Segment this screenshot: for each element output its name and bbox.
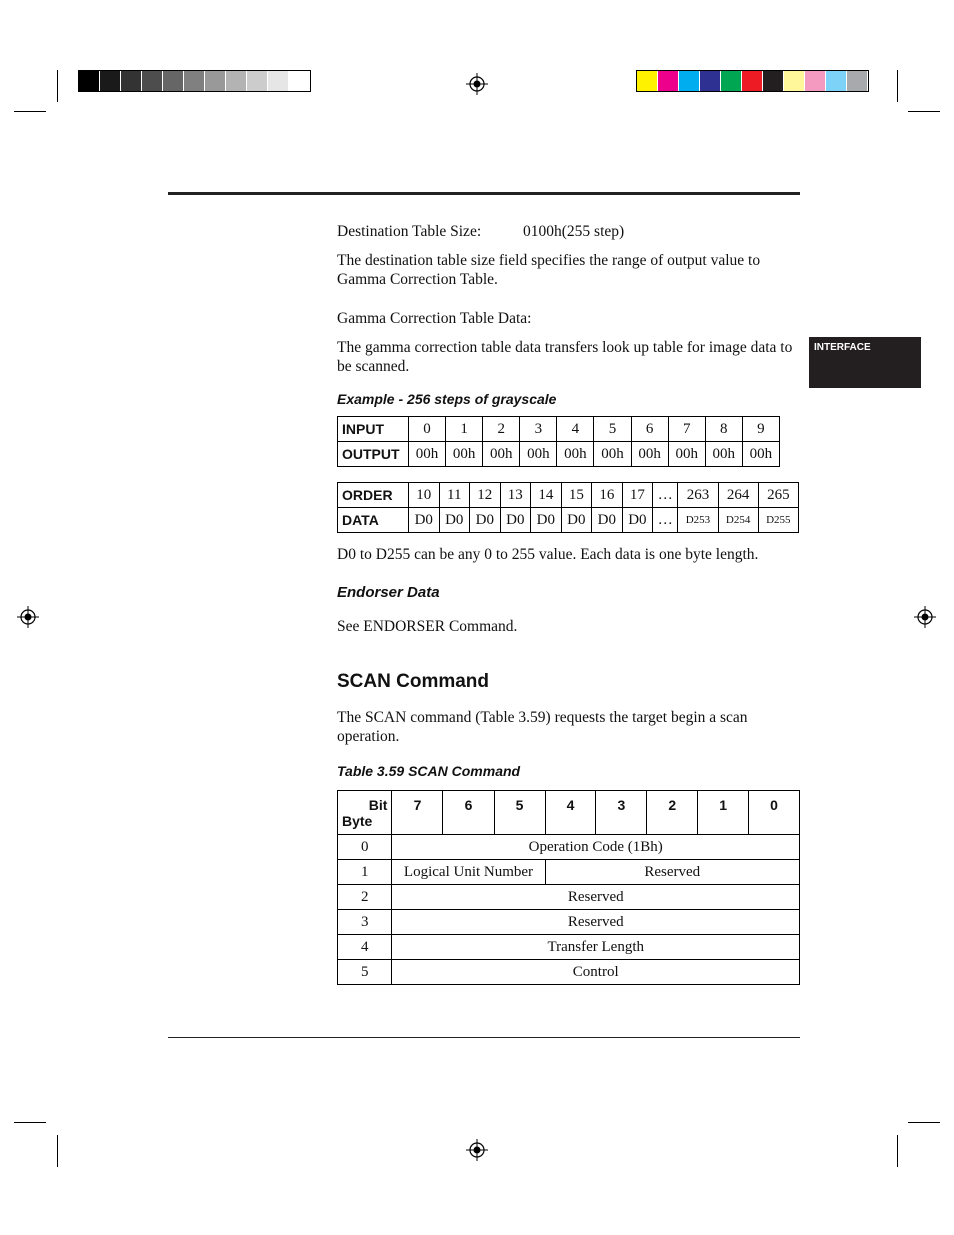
bit-header: 6 — [443, 791, 494, 835]
color-swatch — [121, 71, 142, 91]
row-label-data: DATA — [338, 508, 409, 533]
table-row — [338, 960, 800, 985]
output-cell: 00h — [594, 442, 631, 467]
color-swatch — [784, 71, 805, 91]
chapter-tab-label: INTERFACE — [814, 342, 871, 353]
gamma-input-output-table — [337, 416, 780, 467]
color-swatch — [826, 71, 847, 91]
order-cell: 263 — [678, 483, 718, 508]
data-cell: D0 — [409, 508, 440, 533]
field-cell: Reserved — [545, 860, 799, 885]
input-cell: 3 — [520, 417, 557, 442]
data-cell: D255 — [758, 508, 798, 533]
input-cell: 7 — [668, 417, 705, 442]
byte-number: 5 — [338, 960, 392, 985]
registration-target-icon — [466, 73, 488, 95]
table-row — [338, 885, 800, 910]
byte-number: 1 — [338, 860, 392, 885]
data-cell: D0 — [500, 508, 531, 533]
input-cell: 0 — [409, 417, 446, 442]
data-cell: … — [653, 508, 678, 533]
crop-mark — [57, 1135, 58, 1167]
scan-heading: SCAN Command — [337, 671, 490, 692]
color-bar — [636, 70, 869, 92]
bit-header: 5 — [494, 791, 545, 835]
color-swatch — [163, 71, 184, 91]
color-swatch — [226, 71, 247, 91]
order-cell: 17 — [622, 483, 653, 508]
output-cell: 00h — [446, 442, 483, 467]
output-cell: 00h — [409, 442, 446, 467]
order-cell: 15 — [561, 483, 592, 508]
order-cell: 12 — [470, 483, 501, 508]
crop-mark — [908, 111, 940, 112]
order-cell: 10 — [409, 483, 440, 508]
byte-number: 0 — [338, 835, 392, 860]
dest-table-desc: The destination table size field specifies the range of output value to Gamma Correction Table. — [337, 252, 761, 288]
dest-table-value: 0100h(255 step) — [523, 223, 625, 240]
endorser-desc: See ENDORSER Command. — [337, 618, 518, 635]
color-swatch — [100, 71, 121, 91]
gamma-desc: The gamma correction table data transfers look up table for image data to be scanned. — [337, 339, 793, 375]
scan-desc: The SCAN command (Table 3.59) requests the target begin a scan operation. — [337, 709, 748, 745]
field-cell: Reserved — [392, 885, 800, 910]
bit-header: 0 — [749, 791, 800, 835]
table-row — [338, 860, 800, 885]
crop-mark — [897, 1135, 898, 1167]
bit-header: 4 — [545, 791, 596, 835]
color-swatch — [205, 71, 226, 91]
crop-mark — [897, 70, 898, 102]
input-cell: 9 — [742, 417, 779, 442]
field-cell: Reserved — [392, 910, 800, 935]
crop-mark — [14, 1122, 46, 1123]
input-cell: 8 — [705, 417, 742, 442]
field-cell: Transfer Length — [392, 935, 800, 960]
footer-rule — [168, 1037, 800, 1038]
table-row — [338, 910, 800, 935]
color-swatch — [184, 71, 205, 91]
order-cell: 11 — [439, 483, 470, 508]
order-cell: 16 — [592, 483, 623, 508]
endorser-heading: Endorser Data — [337, 584, 440, 601]
crop-mark — [14, 111, 46, 112]
registration-target-icon — [466, 1139, 488, 1161]
registration-target-icon — [17, 606, 39, 628]
d0-note: D0 to D255 can be any 0 to 255 value. Each data is one byte length. — [337, 546, 759, 563]
data-cell: D0 — [592, 508, 623, 533]
byte-number: 4 — [338, 935, 392, 960]
bit-byte-corner — [338, 791, 392, 835]
order-cell: … — [653, 483, 678, 508]
color-swatch — [637, 71, 658, 91]
scan-table-caption: Table 3.59 SCAN Command — [337, 763, 521, 779]
input-cell: 6 — [631, 417, 668, 442]
input-cell: 5 — [594, 417, 631, 442]
output-cell: 00h — [520, 442, 557, 467]
data-cell: D0 — [470, 508, 501, 533]
order-cell: 265 — [758, 483, 798, 508]
color-swatch — [700, 71, 721, 91]
registration-target-icon — [914, 606, 936, 628]
data-cell: D0 — [439, 508, 470, 533]
color-swatch — [847, 71, 868, 91]
input-cell: 1 — [446, 417, 483, 442]
color-swatch — [658, 71, 679, 91]
row-label-input: INPUT — [338, 417, 409, 442]
dest-table-label: Destination Table Size: — [337, 223, 482, 240]
data-cell: D0 — [622, 508, 653, 533]
row-label-output: OUTPUT — [338, 442, 409, 467]
output-cell: 00h — [557, 442, 594, 467]
output-cell: 00h — [668, 442, 705, 467]
scan-command-table — [337, 790, 800, 985]
order-cell: 264 — [718, 483, 758, 508]
color-swatch — [79, 71, 100, 91]
order-cell: 13 — [500, 483, 531, 508]
example-caption: Example - 256 steps of grayscale — [337, 391, 557, 407]
bit-header: 7 — [392, 791, 443, 835]
color-swatch — [679, 71, 700, 91]
crop-mark — [908, 1122, 940, 1123]
field-cell: Logical Unit Number — [392, 860, 545, 885]
data-cell: D0 — [561, 508, 592, 533]
color-swatch — [289, 71, 310, 91]
grayscale-bar — [78, 70, 311, 92]
byte-number: 3 — [338, 910, 392, 935]
table-row — [338, 935, 800, 960]
output-cell: 00h — [483, 442, 520, 467]
bit-header: 1 — [698, 791, 749, 835]
bit-header: 3 — [596, 791, 647, 835]
row-label-order: ORDER — [338, 483, 409, 508]
corner-byte-label: Byte — [342, 813, 373, 829]
color-swatch — [142, 71, 163, 91]
bit-header: 2 — [647, 791, 698, 835]
crop-mark — [57, 70, 58, 102]
gamma-order-data-table — [337, 482, 799, 533]
data-cell: D253 — [678, 508, 718, 533]
output-cell: 00h — [631, 442, 668, 467]
gamma-label: Gamma Correction Table Data: — [337, 310, 532, 327]
chapter-tab — [809, 337, 921, 388]
order-cell: 14 — [531, 483, 562, 508]
field-cell: Operation Code (1Bh) — [392, 835, 800, 860]
data-cell: D254 — [718, 508, 758, 533]
input-cell: 4 — [557, 417, 594, 442]
output-cell: 00h — [742, 442, 779, 467]
color-swatch — [247, 71, 268, 91]
field-cell: Control — [392, 960, 800, 985]
color-swatch — [763, 71, 784, 91]
color-swatch — [805, 71, 826, 91]
color-swatch — [721, 71, 742, 91]
output-cell: 00h — [705, 442, 742, 467]
byte-number: 2 — [338, 885, 392, 910]
color-swatch — [742, 71, 763, 91]
input-cell: 2 — [483, 417, 520, 442]
data-cell: D0 — [531, 508, 562, 533]
corner-bit-label: Bit — [368, 797, 388, 813]
header-rule — [168, 192, 800, 195]
color-swatch — [268, 71, 289, 91]
table-row — [338, 835, 800, 860]
